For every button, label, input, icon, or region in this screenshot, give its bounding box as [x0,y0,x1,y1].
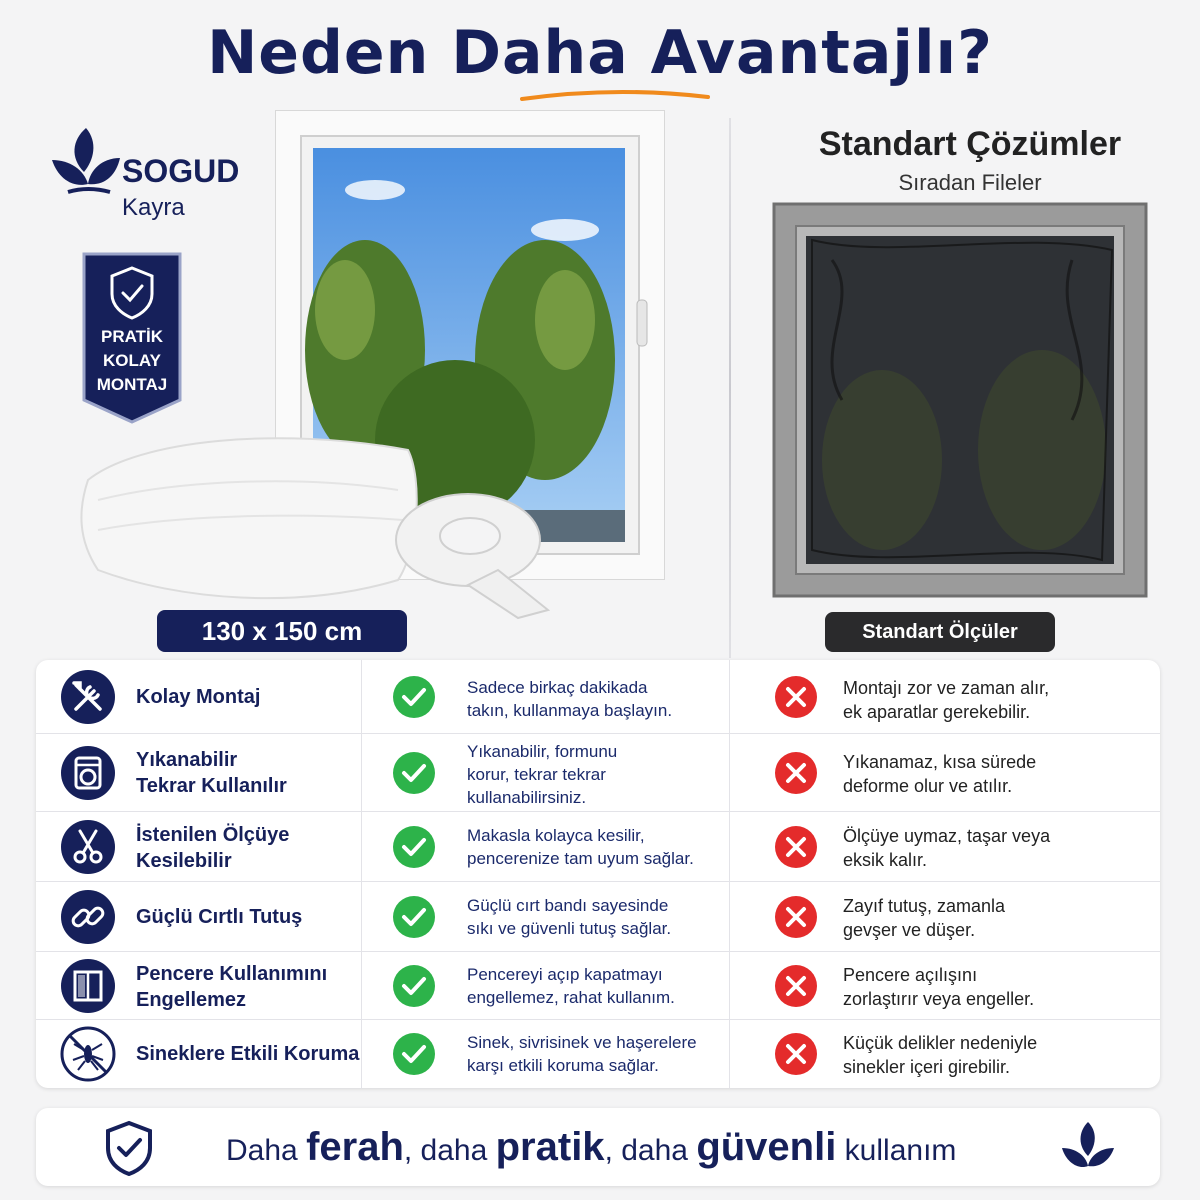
feature-label [136,684,361,710]
shield-check-icon [104,1120,154,1176]
feature-label-line: Sineklere Etkili Koruma [136,1043,360,1065]
disadvantage-line: zorlaştırır veya engeller. [843,989,1035,1009]
footer-banner [36,1108,1160,1186]
disadvantage-line: deforme olur ve atılır. [843,776,1013,796]
window-icon [60,958,116,1014]
page-title: Neden Daha Avantajlı? [207,18,993,88]
feature-label-line: Kolay Montaj [136,686,261,708]
advantage-text [467,740,737,809]
slogan-part: , daha [403,1134,496,1167]
check-icon [392,895,436,939]
advantage-line: kullanabilirsiniz. [467,788,587,807]
badge-line: MONTAJ [96,375,168,394]
slogan-emphasis: ferah [306,1125,404,1169]
product-size-label: 130 x 150 cm [157,610,407,652]
brand-subtitle: Kayra [122,194,185,221]
advantage-line: engellemez, rahat kullanım. [467,988,675,1007]
advantage-line: korur, tekrar tekrar [467,765,606,784]
link-icon [60,889,116,945]
slogan-part: , daha [604,1134,697,1167]
title-underline [520,88,710,102]
table-row [36,882,1160,952]
no-mosquito-icon [60,1026,116,1082]
table-row [36,812,1160,882]
standard-title: Standart Çözümler [818,125,1122,163]
slogan-part: Daha [226,1134,307,1167]
disadvantage-text [843,894,1143,942]
slogan-part: kullanım [836,1134,957,1167]
disadvantage-line: sinekler içeri girebilir. [843,1057,1011,1077]
cross-icon [774,964,818,1008]
feature-label [136,961,361,1013]
slogan-emphasis: pratik [495,1125,605,1169]
cross-icon [774,751,818,795]
advantage-line: Yıkanabilir, formunu [467,742,618,761]
disadvantage-line: Yıkanamaz, kısa sürede [843,752,1037,772]
disadvantage-line: Pencere açılışını [843,965,978,985]
table-row [36,734,1160,812]
table-row [36,1020,1160,1088]
disadvantage-line: eksik kalır. [843,850,928,870]
disadvantage-text [843,824,1143,872]
table-row [36,660,1160,734]
feature-label-line: Kesilebilir [136,850,232,872]
comparison-table [36,660,1160,1088]
badge-line: KOLAY [103,351,161,370]
cross-icon [774,895,818,939]
feature-label-line: Engellemez [136,989,247,1011]
check-icon [392,964,436,1008]
advantage-line: sıkı ve güvenli tutuş sağlar. [467,919,672,938]
check-icon [392,1032,436,1076]
feature-label [136,1041,361,1067]
standard-window-image [772,200,1152,600]
footer-slogan [226,1118,1076,1180]
disadvantage-text [843,963,1143,1011]
column-divider [729,118,731,658]
advantage-text [467,963,737,1009]
feature-label-line: Yıkanabilir [136,749,238,771]
cross-icon [774,675,818,719]
badge-line: PRATİK [100,327,163,346]
table-row [36,952,1160,1020]
disadvantage-line: Zayıf tutuş, zamanla [843,896,1006,916]
disadvantage-text [843,750,1143,798]
check-icon [392,751,436,795]
standard-size-label: Standart Ölçüler [825,612,1055,652]
advantage-text [467,1031,737,1077]
washing-machine-icon [60,745,116,801]
standard-subtitle: Sıradan Fileler [898,170,1042,195]
tools-icon [60,669,116,725]
disadvantage-line: Küçük delikler nedeniyle [843,1033,1038,1053]
feature-label-line: Pencere Kullanımını [136,963,328,985]
feature-label [136,747,361,799]
badge-text [80,325,184,397]
net-roll-image [78,420,558,620]
advantage-text [467,676,737,722]
advantage-line: karşı etkili koruma sağlar. [467,1056,659,1075]
advantage-line: Makasla kolayca kesilir, [467,826,645,845]
check-icon [392,825,436,869]
brand-name: SOGUD [122,153,240,189]
advantage-line: Pencereyi açıp kapatmayı [467,965,663,984]
disadvantage-line: gevşer ve düşer. [843,920,976,940]
disadvantage-line: Montajı zor ve zaman alır, [843,678,1050,698]
advantage-line: takın, kullanmaya başlayın. [467,701,673,720]
disadvantage-line: Ölçüye uymaz, taşar veya [843,826,1051,846]
disadvantage-text [843,676,1143,724]
advantage-line: pencerenize tam uyum sağlar. [467,849,694,868]
feature-label-line: İstenilen Ölçüye [136,824,290,846]
advantage-text [467,894,737,940]
advantage-line: Sadece birkaç dakikada [467,678,648,697]
feature-label-line: Güçlü Cırtlı Tutuş [136,906,303,928]
cross-icon [774,1032,818,1076]
feature-label [136,904,361,930]
advantage-line: Sinek, sivrisinek ve haşerelere [467,1033,697,1052]
feature-label-line: Tekrar Kullanılır [136,775,287,797]
disadvantage-text [843,1031,1143,1079]
advantage-line: Güçlü cırt bandı sayesinde [467,896,669,915]
check-icon [392,675,436,719]
cross-icon [774,825,818,869]
feature-label [136,822,361,874]
disadvantage-line: ek aparatlar gerekebilir. [843,702,1031,722]
scissors-icon [60,819,116,875]
leaf-icon [1058,1118,1118,1178]
advantage-text [467,824,737,870]
slogan-emphasis: güvenli [696,1125,837,1169]
